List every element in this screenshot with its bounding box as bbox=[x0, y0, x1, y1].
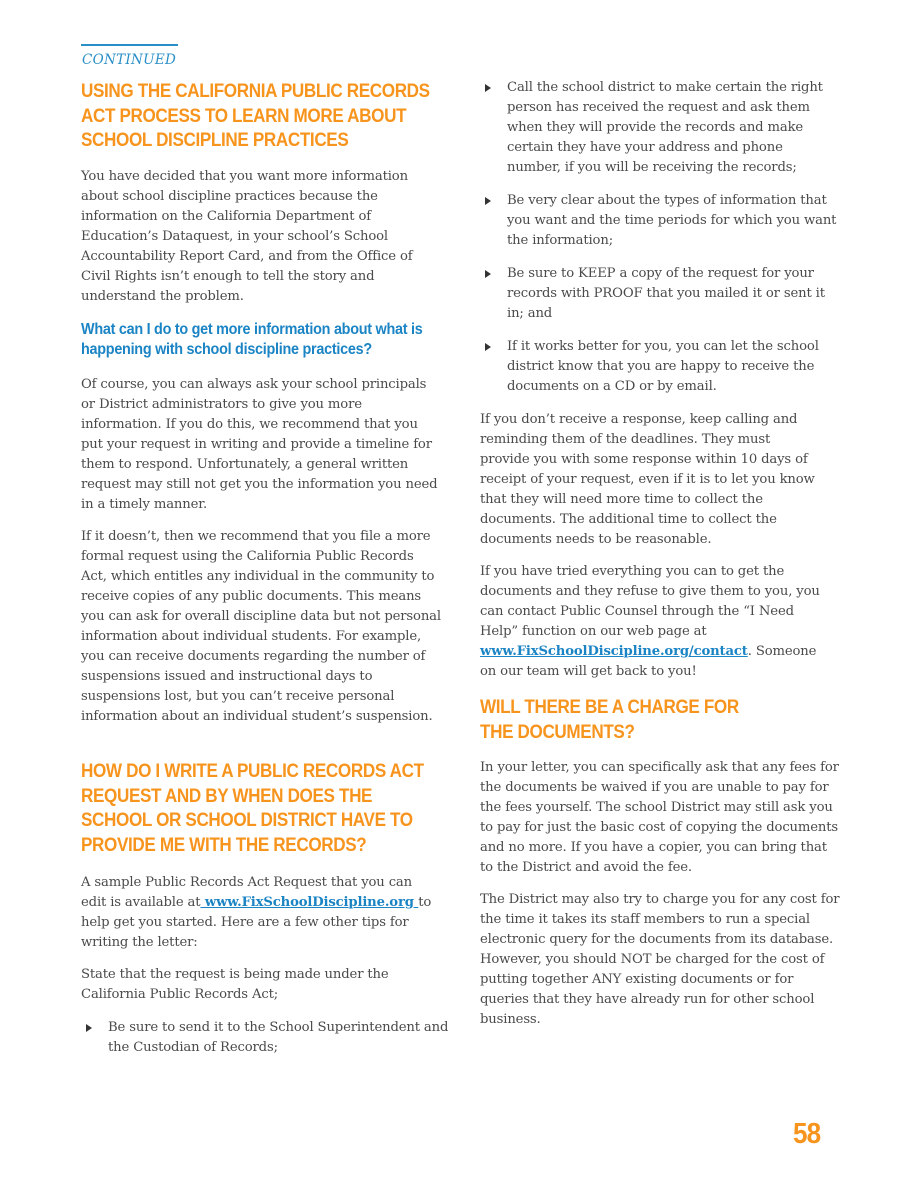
paragraph-formal-request: If it doesn’t, then we recommend that you file a more formal request using the California Public Records Act, which entitles any individual in the community to receive copies of any public documents. This means you can ask for overall discipline data but not personal information about individual students. For example, you can receive documents regarding the number of suspensions issued and instructional days to suspensions lost, but you can’t receive personal information about an individual student’s suspension. bbox=[81, 529, 441, 724]
bullet-triangle-icon bbox=[485, 84, 491, 92]
list-item-text: Be sure to KEEP a copy of the request for your records with PROOF that you mailed it or sent it in; and bbox=[507, 266, 825, 321]
list-item bbox=[480, 337, 842, 397]
sample-request-text: A sample Public Records Act Request that you can edit is available at bbox=[81, 875, 412, 910]
continued-label: CONTINUED bbox=[82, 52, 177, 68]
intro-paragraph: You have decided that you want more information about school discipline practices because the information on the California Department of Education’s Dataquest, in your school’s School Accountability Report Card, and from the Office of Civil Rights isn’t enough to tell the story and understand the problem. bbox=[81, 169, 413, 304]
contact-link[interactable]: www.FixSchoolDiscipline.org/contact bbox=[480, 644, 748, 659]
list-item bbox=[480, 264, 842, 324]
paragraph-fees-waived: In your letter, you can specifically ask that any fees for the documents be waived if you are unable to pay for the fees yourself. The school District may still ask you to pay for just the basic cost of copying the documents and no more. If you have a copier, you can bring that to the District and avoid the fee. bbox=[480, 760, 839, 875]
bullet-triangle-icon bbox=[485, 343, 491, 351]
contact-text-after: . Someone on our team will get back to you! bbox=[480, 644, 817, 679]
bullet-triangle-icon bbox=[485, 197, 491, 205]
bullet-triangle-icon bbox=[485, 270, 491, 278]
paragraph-contact-public-counsel bbox=[480, 562, 825, 682]
header-rule bbox=[81, 44, 178, 46]
list-item bbox=[81, 1018, 453, 1058]
list-item bbox=[480, 78, 837, 178]
list-item-text: Be very clear about the types of information that you want and the time periods for which you want the information; bbox=[507, 193, 837, 248]
page-number: 58 bbox=[793, 1118, 821, 1150]
bullet-triangle-icon bbox=[86, 1024, 92, 1032]
paragraph-ask-principals: Of course, you can always ask your school principals or District administrators to give you more information. If you do this, we recommend that you put your request in writing and provide a timeline for them to respond. Unfortunately, a general written request may still not get you the information you need in a timely manner. bbox=[81, 377, 438, 512]
subheading-more-info: What can I do to get more information about what is happening with school discipline practices? bbox=[81, 321, 423, 358]
list-item bbox=[480, 191, 842, 251]
contact-text: If you have tried everything you can to get the documents and they refuse to give them to you, you can contact Public Counsel through the “I Need Help” function on our web page at bbox=[480, 564, 820, 639]
list-item-text: Be sure to send it to the School Superintendent and the Custodian of Records; bbox=[108, 1020, 449, 1055]
sample-request-text-after: to help get you started. Here are a few other tips for writing the letter: bbox=[81, 895, 432, 950]
list-item-text: If it works better for you, you can let the school district know that you are happy to receive the documents on a CD or by email. bbox=[507, 339, 819, 394]
section-heading-public-records: USING THE CALIFORNIA PUBLIC RECORDS ACT PROCESS TO LEARN MORE ABOUT SCHOOL DISCIPLINE PRACTICES bbox=[81, 81, 430, 151]
fixschooldiscipline-link[interactable]: www.FixSchoolDiscipline.org bbox=[200, 895, 419, 910]
paragraph-no-response: If you don’t receive a response, keep calling and reminding them of the deadlines. They must provide you with some response within 10 days of receipt of your request, even if it is to let you know that they will need more time to collect the documents. The additional time to collect the documents needs to be reasonable. bbox=[480, 412, 815, 547]
paragraph-sample-request bbox=[81, 873, 441, 953]
list-item-text: Call the school district to make certain the right person has received the request and ask them when they will provide the records and make certain they have your address and phone number, if you will be receiving the records; bbox=[507, 80, 823, 175]
section-heading-charge: WILL THERE BE A CHARGE FOR THE DOCUMENTS? bbox=[480, 697, 739, 743]
section-heading-how-to-write: HOW DO I WRITE A PUBLIC RECORDS ACT REQUEST AND BY WHEN DOES THE SCHOOL OR SCHOOL DISTRICT HAVE TO PROVIDE ME WITH THE RECORDS? bbox=[81, 761, 424, 856]
paragraph-state-request: State that the request is being made under the California Public Records Act; bbox=[81, 967, 389, 1002]
paragraph-query-cost: The District may also try to charge you for any cost for the time it takes its staff members to run a special electronic query for the documents from its database. However, you should NOT be charged for the cost of putting together ANY existing documents or for queries that they have already run for other school business. bbox=[480, 892, 840, 1027]
